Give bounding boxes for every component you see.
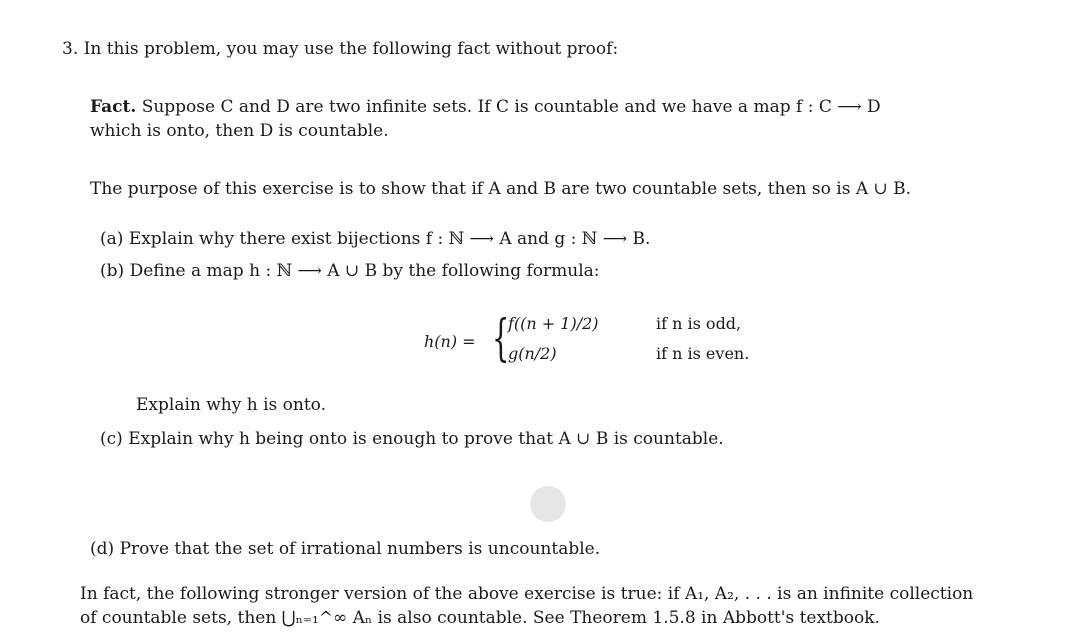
part-a-label: (a) (100, 229, 124, 249)
part-b-text: Define a map h : ℕ ⟶ A ∪ B by the following formula: (129, 261, 600, 281)
part-a-text: Explain why there exist bijections f : ℕ ⟶ A and g : ℕ ⟶ B. (128, 229, 651, 249)
formula-case1-expr: f((n + 1)/2) (508, 314, 599, 333)
formula-case2-cond: if n is even. (656, 344, 750, 363)
part-b-label: (b) (100, 261, 125, 281)
formula-case2-expr: g(n/2) (508, 344, 557, 363)
part-a (100, 228, 650, 250)
part-d-label: (d) (90, 539, 115, 559)
part-c (100, 428, 724, 450)
formula-brace: { (492, 309, 510, 367)
formula-lhs: h(n) = (424, 332, 476, 351)
fact-line-1 (90, 96, 881, 118)
closing-line-2: of countable sets, then ⋃ₙ₌₁^∞ Aₙ is also countable. See Theorem 1.5.8 in Abbott's textbook. (80, 608, 880, 628)
part-b (100, 260, 600, 282)
part-d (90, 538, 600, 560)
part-d-text: Prove that the set of irrational numbers is uncountable. (119, 539, 601, 559)
formula-case1-cond: if n is odd, (656, 314, 742, 333)
part-c-label: (c) (100, 429, 123, 449)
gray-dot (530, 486, 566, 522)
fact-text-1: Suppose C and D are two infinite sets. If C is countable and we have a map f : C ⟶ D (141, 97, 881, 117)
problem-intro: In this problem, you may use the following fact without proof: (83, 39, 619, 59)
part-b-follow: Explain why h is onto. (136, 395, 327, 415)
fact-line-2: which is onto, then D is countable. (90, 121, 389, 141)
problem-heading (62, 38, 618, 60)
closing-line-1: In fact, the following stronger version of the above exercise is true: if A₁, A₂, . . . is an infinite collection (80, 584, 974, 604)
problem-number: 3. (62, 39, 79, 59)
part-c-text: Explain why h being onto is enough to prove that A ∪ B is countable. (128, 429, 724, 449)
fact-label: Fact. (90, 97, 137, 117)
purpose-statement: The purpose of this exercise is to show that if A and B are two countable sets, then so is A ∪ B. (90, 179, 912, 199)
piecewise-formula (424, 309, 784, 374)
